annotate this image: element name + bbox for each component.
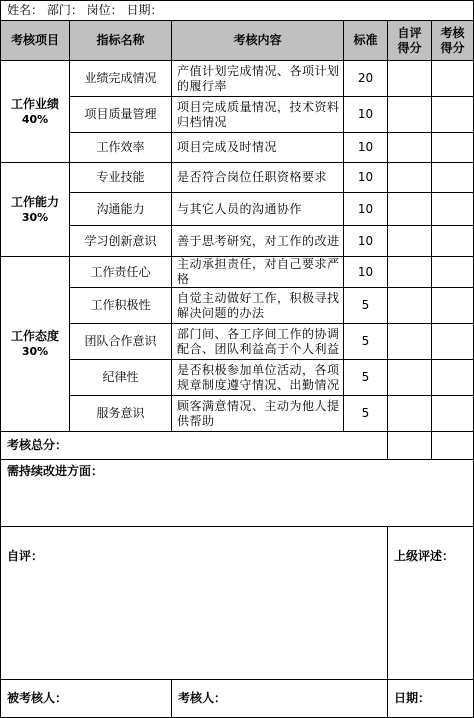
standard-score: 5 [344, 396, 388, 432]
indicator-name: 工作积极性 [70, 288, 172, 324]
assessment-content: 自觉主动做好工作，积极寻找解决问题的办法 [172, 288, 344, 324]
standard-score: 10 [344, 163, 388, 193]
assessment-content: 部门间、各工序间工作的协调配合、团队利益高于个人利益 [172, 324, 344, 360]
review-score-cell[interactable] [432, 226, 474, 257]
standard-score: 5 [344, 360, 388, 396]
self-score-cell[interactable] [388, 257, 432, 288]
assessment-content: 项目完成质量情况，技术资料归档情况 [172, 97, 344, 133]
column-header-indicator: 指标名称 [70, 21, 172, 61]
table-row [1, 163, 474, 193]
column-header-standard: 标准 [344, 21, 388, 61]
assessment-content: 主动承担责任，对自己要求严格 [172, 257, 344, 288]
review-score-header-line2: 得分 [440, 40, 465, 55]
self-score-cell[interactable] [388, 360, 432, 396]
table-row [1, 97, 474, 133]
assessment-content: 是否符合岗位任职资格要求 [172, 163, 344, 193]
appraisee-signature-field[interactable]: 被考核人： [1, 680, 172, 718]
column-header-self-score [388, 21, 432, 61]
indicator-name: 服务意识 [70, 396, 172, 432]
review-score-cell[interactable] [432, 133, 474, 163]
review-score-cell[interactable] [432, 257, 474, 288]
self-score-cell[interactable] [388, 396, 432, 432]
table-row [1, 324, 474, 360]
review-score-cell[interactable] [432, 163, 474, 193]
standard-score: 10 [344, 193, 388, 226]
review-score-cell[interactable] [432, 360, 474, 396]
indicator-name: 业绩完成情况 [70, 61, 172, 97]
standard-score: 20 [344, 61, 388, 97]
standard-score: 10 [344, 133, 388, 163]
review-score-cell[interactable] [432, 61, 474, 97]
category-name: 工作态度 [10, 329, 59, 343]
self-review-field[interactable]: 自评： [1, 527, 388, 680]
indicator-name: 工作责任心 [70, 257, 172, 288]
assessment-content: 善于思考研究，对工作的改进 [172, 226, 344, 257]
category-ability [1, 163, 70, 257]
total-score-label: 考核总分： [1, 432, 388, 460]
standard-score: 5 [344, 288, 388, 324]
column-header-category: 考核项目 [1, 21, 70, 61]
self-score-cell[interactable] [388, 133, 432, 163]
category-name: 工作能力 [10, 194, 59, 209]
appraiser-signature-field[interactable]: 考核人： [172, 680, 388, 718]
table-row [1, 396, 474, 432]
assessment-content: 顾客满意情况、主动为他人提供帮助 [172, 396, 344, 432]
indicator-name: 团队合作意识 [70, 324, 172, 360]
review-score-cell[interactable] [432, 324, 474, 360]
self-score-cell[interactable] [388, 226, 432, 257]
table-row [1, 360, 474, 396]
self-score-cell[interactable] [388, 97, 432, 133]
superior-review-field[interactable]: 上级评述： [388, 527, 474, 680]
indicator-name: 学习创新意识 [70, 226, 172, 257]
assessment-content: 与其它人员的沟通协作 [172, 193, 344, 226]
self-score-cell[interactable] [388, 288, 432, 324]
indicator-name: 工作效率 [70, 133, 172, 163]
indicator-name: 项目质量管理 [70, 97, 172, 133]
column-header-content: 考核内容 [172, 21, 344, 61]
total-self-score-cell[interactable] [388, 432, 432, 460]
category-attitude [1, 257, 70, 432]
table-row [1, 61, 474, 97]
category-weight: 40% [21, 112, 49, 126]
employee-info-row: 姓名： 部门： 岗位： 日期： [1, 1, 474, 21]
category-weight: 30% [21, 210, 49, 224]
standard-score: 5 [344, 324, 388, 360]
assessment-content: 产值计划完成情况、各项计划的履行率 [172, 61, 344, 97]
category-weight: 30% [21, 345, 49, 358]
indicator-name: 纪律性 [70, 360, 172, 396]
category-performance [1, 61, 70, 163]
self-score-cell[interactable] [388, 163, 432, 193]
table-row [1, 257, 474, 288]
review-score-cell[interactable] [432, 288, 474, 324]
self-score-header-line2: 得分 [397, 40, 422, 55]
table-row [1, 133, 474, 163]
table-row [1, 226, 474, 257]
assessment-content: 是否积极参加单位活动，各项规章制度遵守情况、出勤情况 [172, 360, 344, 396]
review-score-cell[interactable] [432, 97, 474, 133]
category-name: 工作业绩 [10, 96, 59, 111]
assessment-content: 项目完成及时情况 [172, 133, 344, 163]
self-score-cell[interactable] [388, 193, 432, 226]
table-row [1, 288, 474, 324]
column-header-review-score [432, 21, 474, 61]
self-score-cell[interactable] [388, 324, 432, 360]
indicator-name: 专业技能 [70, 163, 172, 193]
review-score-cell[interactable] [432, 193, 474, 226]
date-field[interactable]: 日期： [388, 680, 474, 718]
standard-score: 10 [344, 97, 388, 133]
standard-score: 10 [344, 226, 388, 257]
total-row [1, 432, 474, 460]
improvement-area-field[interactable]: 需持续改进方面： [1, 460, 474, 527]
review-score-cell[interactable] [432, 396, 474, 432]
table-row [1, 193, 474, 226]
review-score-header-line1: 考核 [440, 25, 465, 40]
self-score-header-line1: 自评 [397, 25, 422, 40]
indicator-name: 沟通能力 [70, 193, 172, 226]
total-review-score-cell[interactable] [432, 432, 474, 460]
standard-score: 10 [344, 257, 388, 288]
self-score-cell[interactable] [388, 61, 432, 97]
